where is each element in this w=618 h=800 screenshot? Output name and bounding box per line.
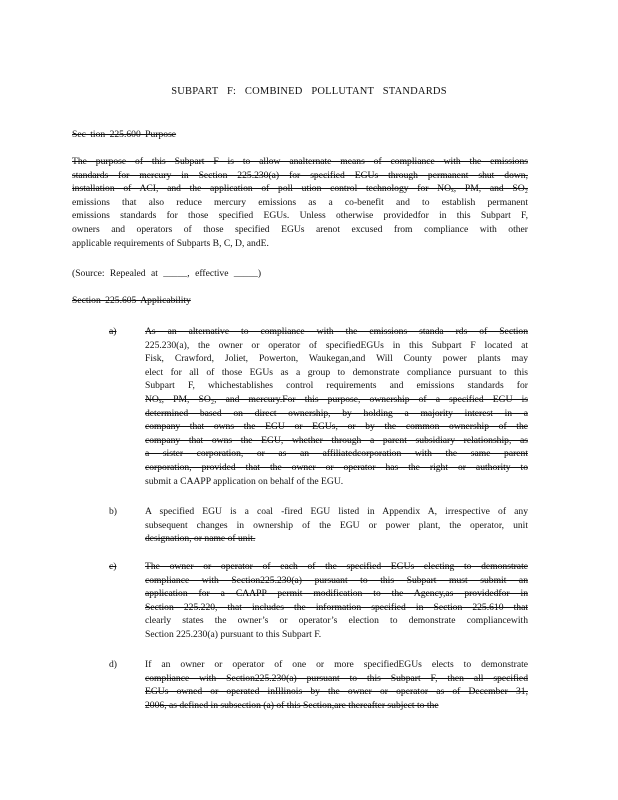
section-600-heading: Sec tion 225.600 Purpose [72, 129, 177, 140]
section-600-paragraph [72, 155, 528, 250]
text-line: owners and operators of those specified EGUs arenot excused from compliance with other [72, 223, 528, 235]
subpart-title: SUBPART F: COMBINED POLLUTANT STANDARDS [171, 86, 447, 97]
text-line: company that owns the EGU, whether through a parent subsidiary relationship, as [145, 434, 528, 446]
text-line: applicable requirements of Subparts B, C, D, andE. [72, 237, 269, 249]
text-line: As an alternative to compliance with the emissions standa rds of Section [145, 326, 528, 337]
text-line: Section 225.220, that includes the information specified in Section 225.610 that [145, 601, 528, 613]
section-605-heading: Section 225.605 Applicability [72, 295, 191, 306]
text-line: compliance with Section225.230(a) pursuant to this Subpart F, then all specified [145, 672, 528, 684]
text-line: compliance with Section225.230(a) pursuant to this Subpart must submit an [145, 574, 528, 586]
text-line: designation, or name of unit. [145, 533, 256, 545]
text-line: Section 225.230(a) pursuant to this Subpart F. [145, 628, 322, 640]
text-line: company that owns the EGU or EGUs, or by the common ownership of the [145, 421, 528, 433]
item-body [145, 325, 528, 488]
text-line: 2006, as defined in subsection (a) of this Section,are thereafter subject to the [145, 699, 439, 711]
text-line: NOₓ, PM, SO₂, and mercury.For this purpose, ownership of a specified EGU is [145, 393, 528, 405]
item-label: d) [109, 659, 117, 670]
text-line: emissions standards for those specified EGUs. Unless otherwise providedfor in this Subpart F, [72, 210, 528, 222]
text-line: If an owner or operator of one or more specifiedEGUs elects to demonstrate [145, 659, 528, 670]
item-label: c) [109, 561, 117, 572]
item-label: b) [109, 506, 117, 517]
text-line: standards for mercury in Section 225.230(a) for specified EGUs through permanent shut down, [72, 169, 528, 181]
item-body [145, 658, 528, 712]
text-line: subsequent changes in ownership of the EGU or power plant, the operator, unit [145, 519, 528, 531]
text-line: corporation, provided that the owner or operator has the right or authority to [145, 461, 528, 473]
text-line: application for a CAAPP permit modification to the Agency,as providedfor in [145, 588, 528, 600]
text-line: a sister corporation, or as an affiliatedcorporation with the same parent [145, 448, 528, 460]
text-line: determined based on direct ownership, by holding a majority interest in a [145, 407, 528, 419]
text-line: EGUs owned or operated inIllinois by the owner or operator as of December 31, [145, 686, 528, 698]
text-line: 225.230(a), the owner or operator of specifiedEGUs in this Subpart F located at [145, 339, 528, 351]
item-label: a) [109, 326, 117, 337]
text-line: submit a CAAPP application on behalf of the EGU. [145, 475, 344, 487]
text-line: Subpart F, whichestablishes control requirements and emissions standards for [145, 380, 528, 392]
text-line: The owner or operator of each of the specified EGUs electing to demonstrate [145, 561, 528, 572]
text-line: A specified EGU is a coal -fired EGU listed in Appendix A, irrespective of any [145, 506, 528, 517]
text-line: emissions that also reduce mercury emissions as a co-benefit and to establish permanent [72, 196, 528, 208]
text-line: installation of ACI, and the application of poll ution control technology for NOₓ, PM, and SO₂ [72, 183, 528, 195]
item-body [145, 560, 528, 642]
text-line: elect for all of those EGUs as a group to demonstrate compliance pursuant to this [145, 366, 528, 378]
item-body [145, 505, 528, 546]
source-note: (Source: Repealed at _____, effective _____) [72, 268, 262, 279]
text-line: Fisk, Crawford, Joliet, Powerton, Waukegan,and Will County power plants may [145, 353, 528, 365]
text-line: The purpose of this Subpart F is to allow analternate means of compliance with the emissions [72, 156, 528, 167]
text-line: clearly states the owner’s or operator’s election to demonstrate compliancewith [145, 615, 528, 627]
